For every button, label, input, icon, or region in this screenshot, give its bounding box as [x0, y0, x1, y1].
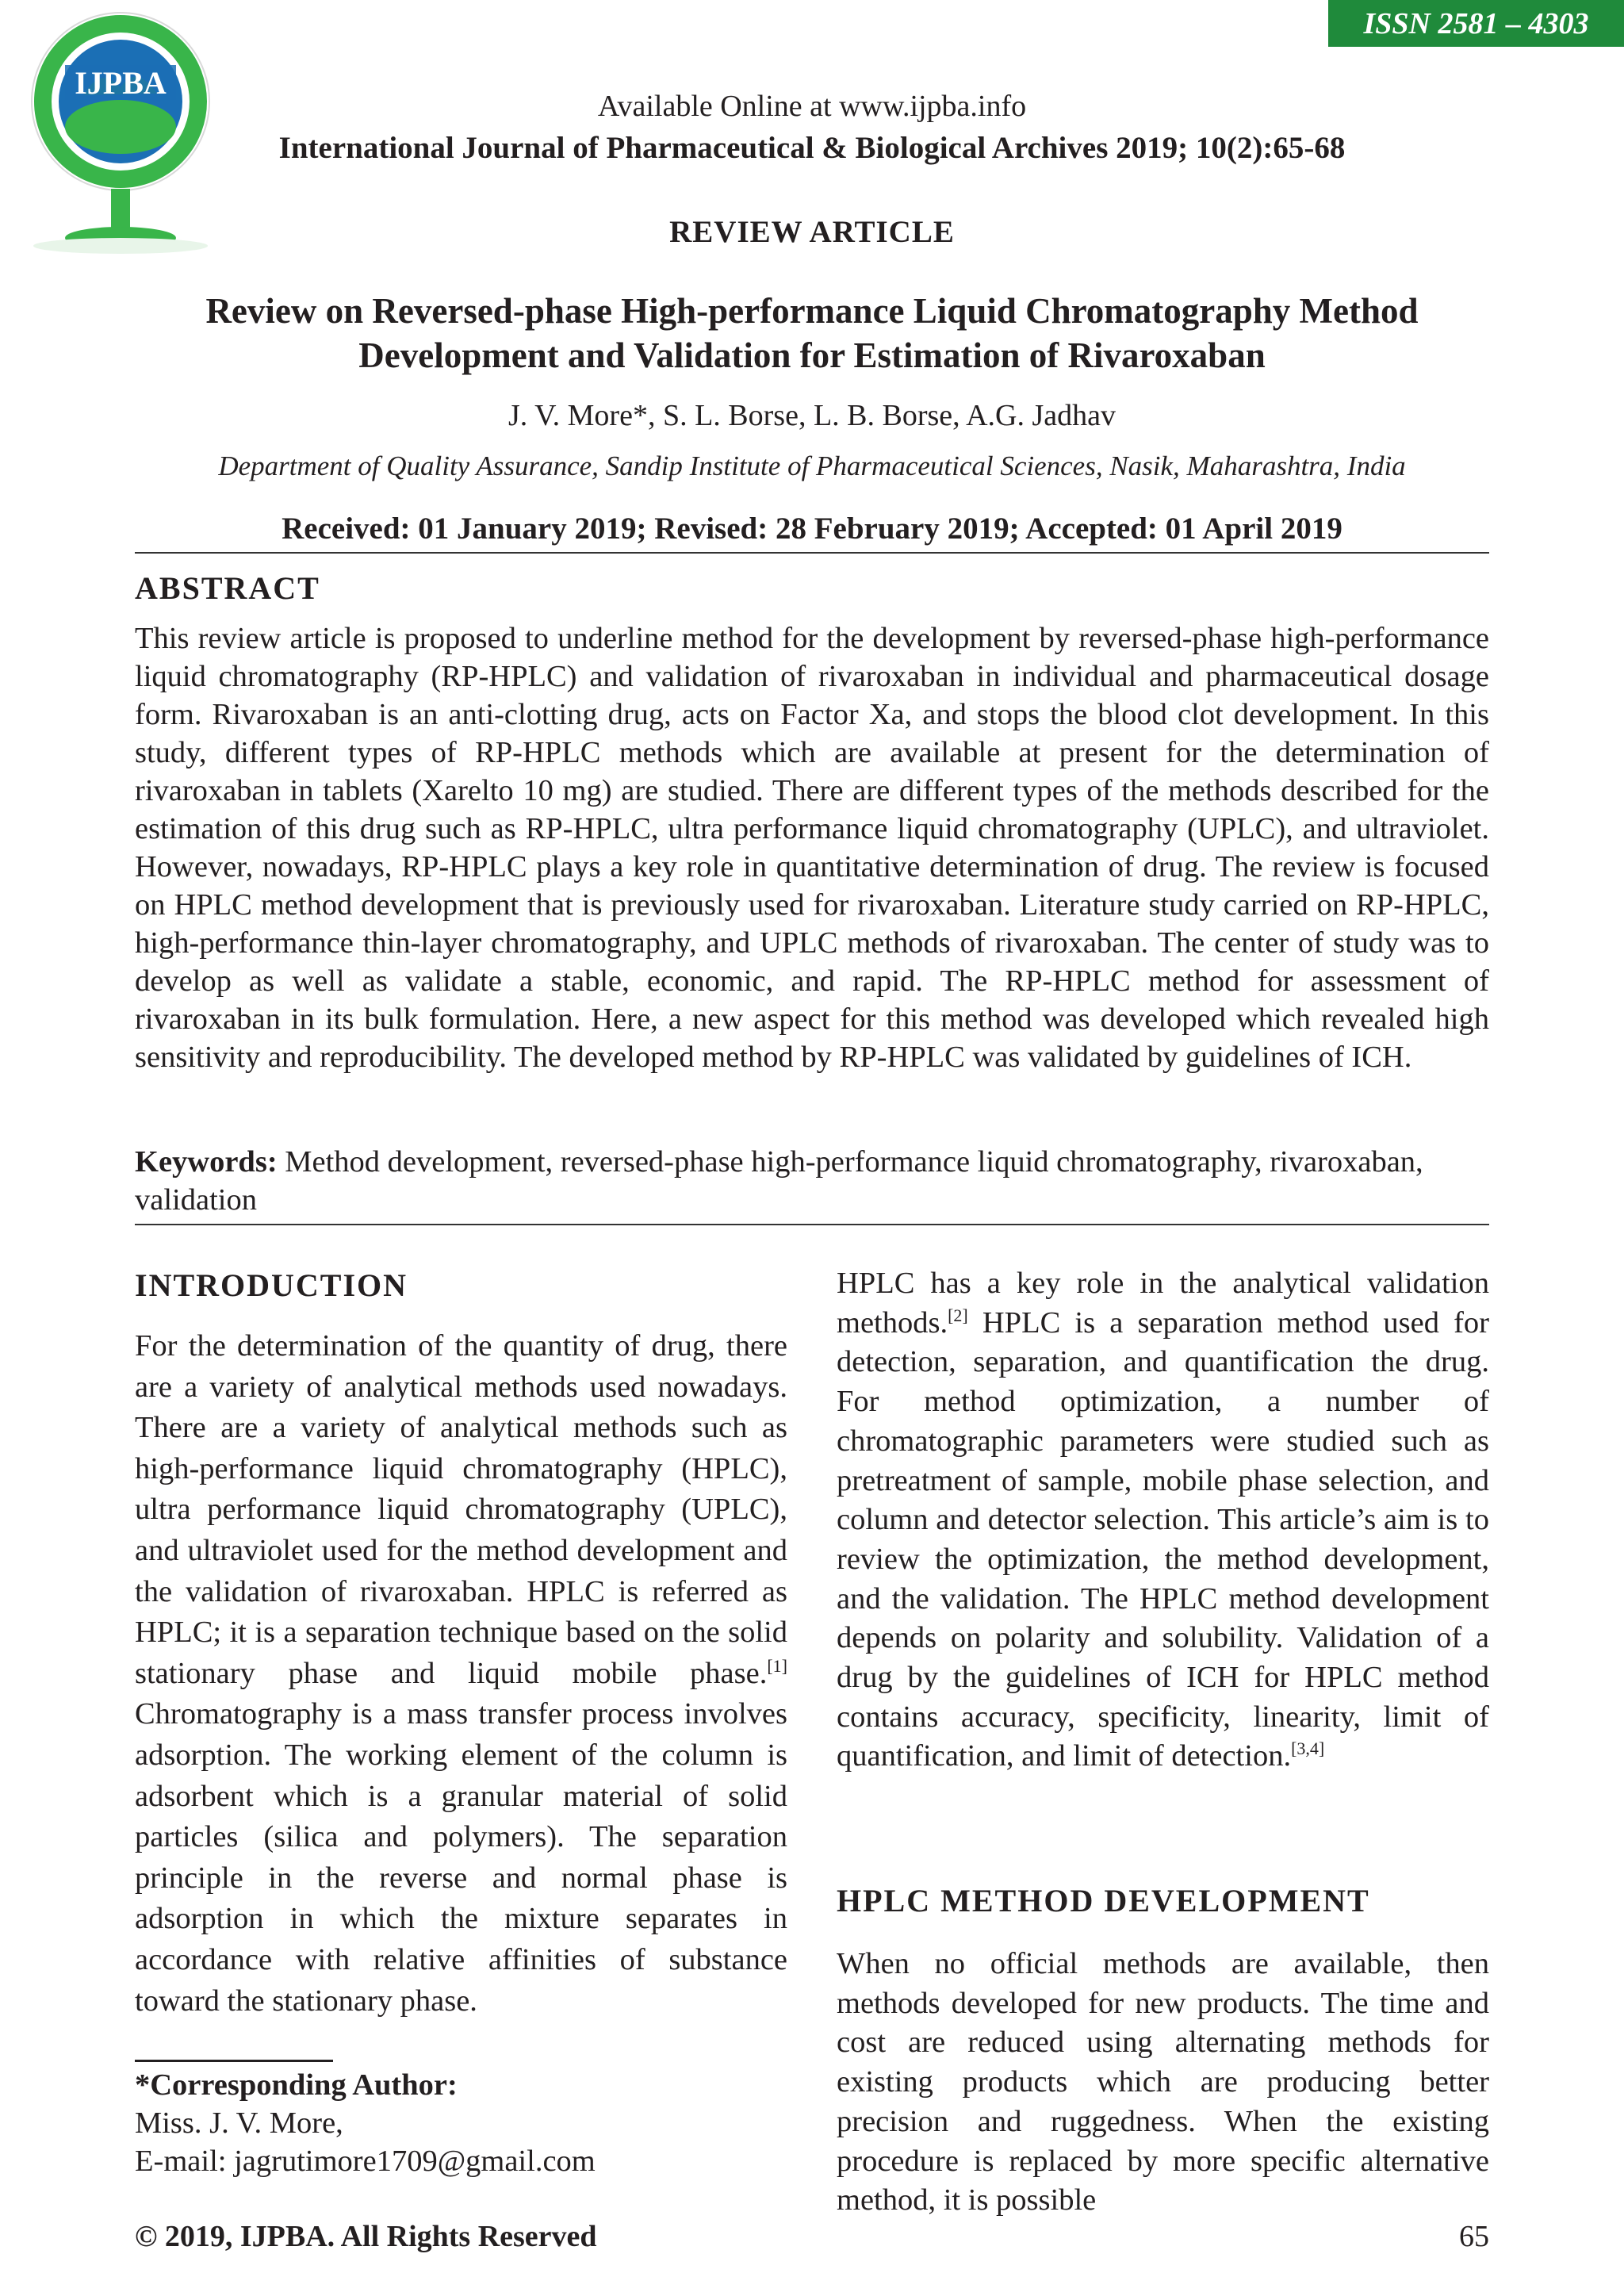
page-number: 65: [1459, 2220, 1489, 2253]
divider-top: [135, 552, 1489, 554]
hplc-method-development-body: [837, 1945, 1489, 2221]
issn-badge: ISSN 2581 – 4303: [1328, 0, 1624, 47]
keywords: [135, 1143, 1489, 1219]
authors: J. V. More*, S. L. Borse, L. B. Borse, A.G. Jadhav: [508, 399, 1116, 432]
citation-2: [2]: [948, 1305, 968, 1325]
hplc-role-paragraph: HPLC has a key role in the analytical validation methods.[2] HPLC is a separation method used for detection, separation, and quantification the drug. For method optimization, a number of chromatographic parameters were studied such as pretreatment of sample, mobile phase selection, and column and detector selection. This article’s aim is to review the optimization, the method development, and the validation. The HPLC method development depends on polarity and solubility. Validation of a drug by the guidelines of ICH for HPLC method contains accuracy, specificity, linearity, limit of quantification, and limit of detection.[3,4]: [837, 1267, 1489, 1773]
corresponding-email: E-mail: jagrutimore1709@gmail.com: [135, 2145, 596, 2178]
introduction-body: [135, 1326, 787, 2022]
abstract-text: This review article is proposed to underline method for the development by reversed-phase high-performance liquid chromatography (RP-HPLC) and validation of rivaroxaban in individual and pharmaceutical dosage form. Rivaroxaban is an anti-clotting drug, acts on Factor Xa, and stops the blood clot development. In this study, different types of RP-HPLC methods which are available at present for the determination of rivaroxaban in tablets (Xarelto 10 mg) are studied. There are different types of the methods described for the estimation of this drug such as RP-HPLC, ultra performance liquid chromatography (UPLC), and ultraviolet. However, nowadays, RP-HPLC plays a key role in quantitative determination of drug. The review is focused on HPLC method development that is previously used for rivaroxaban. Literature study carried on RP-HPLC, high-performance thin-layer chromatography, and UPLC methods of rivaroxaban. The center of study was to develop as well as validate a stable, economic, and rapid. The RP-HPLC method for assessment of rivaroxaban in its bulk formulation. Here, a new aspect for this method was developed which revealed high sensitivity and reproducibility. The developed method by RP-HPLC was validated by guidelines of ICH.: [135, 622, 1489, 1074]
title-line-1: Review on Reversed-phase High-performance Liquid Chromatography Method: [205, 291, 1419, 331]
copyright: © 2019, IJPBA. All Rights Reserved: [135, 2220, 597, 2253]
hplc-method-development-heading: HPLC METHOD DEVELOPMENT: [837, 1883, 1370, 1918]
right-column-intro: [837, 1264, 1489, 1777]
corresponding-label: *Corresponding Author:: [135, 2068, 458, 2102]
affiliation: Department of Quality Assurance, Sandip Institute of Pharmaceutical Sciences, Nasik, Maharashtra, India: [218, 450, 1406, 481]
keywords-text: Method development, reversed-phase high-performance liquid chromatography, rivaroxaban, validation: [135, 1145, 1423, 1217]
divider-bottom: [135, 1224, 1489, 1225]
corresponding-author: [135, 2066, 596, 2180]
article-dates: Received: 01 January 2019; Revised: 28 February 2019; Accepted: 01 April 2019: [282, 512, 1342, 546]
article-title: [0, 289, 1624, 378]
keywords-label: Keywords:: [135, 1145, 278, 1179]
journal-citation: International Journal of Pharmaceutical & Biological Archives 2019; 10(2):65-68: [278, 131, 1346, 165]
title-line-2: Development and Validation for Estimation of Rivaroxaban: [358, 335, 1266, 375]
article-type: REVIEW ARTICLE: [669, 215, 955, 249]
citation-1: [1]: [767, 1655, 787, 1676]
available-online: Available Online at www.ijpba.info: [597, 90, 1027, 123]
introduction-heading: INTRODUCTION: [135, 1267, 408, 1303]
abstract-heading: ABSTRACT: [135, 570, 320, 606]
introduction-paragraph: For the determination of the quantity of drug, there are a variety of analytical methods used nowadays. There are a variety of analytical methods such as high-performance liquid chromatography (HPLC), ultra performance liquid chromatography (UPLC), and ultraviolet used for the method development and the validation of rivaroxaban. HPLC is referred as HPLC; it is a separation technique based on the solid stationary phase and liquid mobile phase.[1] Chromatography is a mass transfer process involves adsorption. The working element of the column is adsorbent which is a granular material of solid particles (silica and polymers). The separation principle in the reverse and normal phase is adsorption in which the mixture separates in accordance with relative affinities of substance toward the stationary phase.: [135, 1329, 787, 2018]
citation-3-4: [3,4]: [1291, 1738, 1325, 1759]
logo-text: IJPBA: [75, 65, 167, 101]
corresponding-name: Miss. J. V. More,: [135, 2106, 343, 2140]
footnote-rule: [135, 2060, 333, 2062]
method-development-paragraph: When no official methods are available, then methods developed for new products. The time and cost are reduced using alternating methods for existing products which are producing better precision and ruggedness. When the existing procedure is replaced by more specific alternative method, it is possible: [837, 1947, 1489, 2217]
